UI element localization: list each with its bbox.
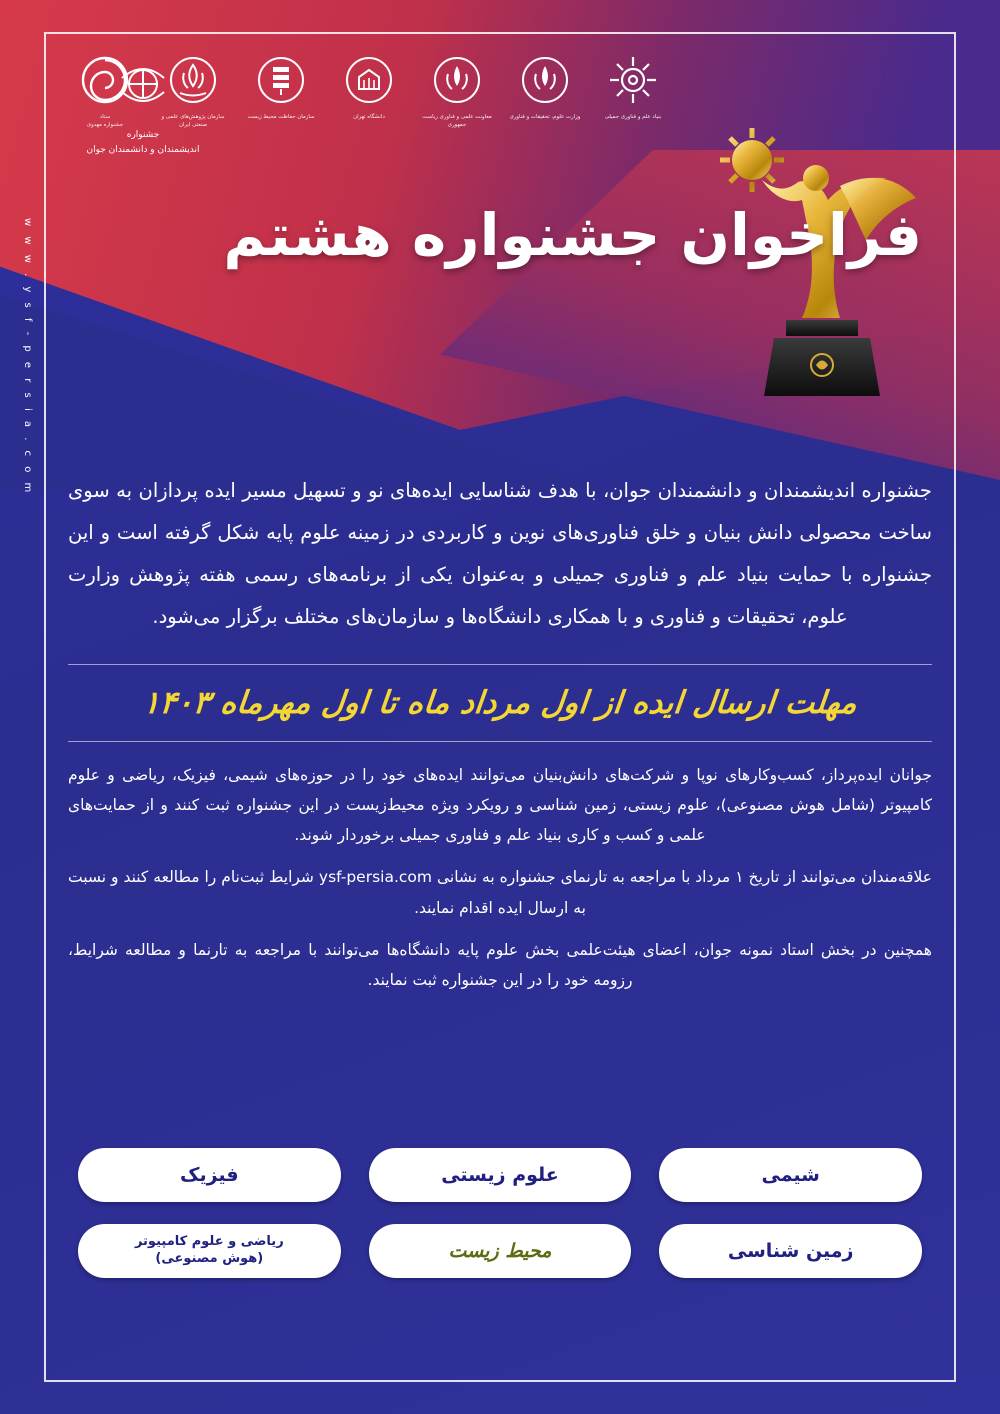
intro-paragraph: جشنواره اندیشمندان و دانشمندان جوان، با هدف شناسایی ایده‌های نو و تسهیل مسیر ایده پردازان به سوی ساخت محصولی دانش بنیان و خلق فناوری‌های نوین و کاربردی در زمینه علوم پایه شکل گرفته است و این جشنواره با حمایت بنیاد علم و فناوری جمیلی و به‌عنوان یکی از برنامه‌های رسمی هفته پژوهش وزارت علوم، تحقیقات و فناوری و با همکاری دانشگاه‌ها و سازمان‌های مختلف برگزار می‌شود. (68, 479, 932, 628)
registration-text-before: علاقه‌مندان می‌توانند از تاریخ ۱ مرداد با مراجعه به تارنمای جشنواره به نشانی (432, 868, 932, 887)
field-button-chemistry[interactable]: شیمی (659, 1148, 922, 1202)
logo-presidency-science (420, 52, 494, 129)
logo-university-of-tehran (332, 52, 406, 129)
logo-caption: سازمان حفاظت محیط زیست (247, 114, 315, 120)
field-row-1 (78, 1148, 922, 1202)
festival-website-link[interactable]: ysf-persia.com (318, 868, 432, 887)
faculty-paragraph: همچنین در بخش استاد نمونه جوان، اعضای هیئت‌علمی بخش علوم پایه دانشگاه‌ها می‌توانند با مراجعه به تارنما و مطالعه شرایط، رزومه خود را در این جشنواره ثبت نمایند. (68, 940, 932, 989)
logo-ministry-science (508, 52, 582, 129)
environment-shield-icon (253, 52, 309, 108)
field-button-physics[interactable]: فیزیک (78, 1148, 341, 1202)
field-button-math-computer-science[interactable]: ریاضی و علوم کامپیوتر (هوش مصنوعی) (78, 1224, 341, 1278)
festival-logo-icon (58, 58, 228, 122)
logo-caption: دانشگاه تهران (353, 114, 385, 120)
festival-brand-line2: اندیشمندان و دانشمندان جوان (86, 145, 200, 156)
presidency-emblem-icon (429, 52, 485, 108)
festival-brand (58, 58, 228, 159)
logo-caption: ستاد جشنواره مهدوی (86, 114, 124, 129)
divider-bottom (68, 741, 932, 742)
website-url-vertical: w w w . y s f - p e r s i a . c o m (22, 218, 33, 496)
field-button-environment[interactable]: محیط زیست (369, 1224, 632, 1278)
logo-caption: بنیاد علم و فناوری جمیلی (604, 114, 662, 120)
logo-environment-protection (244, 52, 318, 129)
main-content (68, 470, 932, 1007)
registration-text-after: شرایط ثبت‌نام را مطالعه کنند و نسبت به ارسال ایده اقدام نمایند. (68, 868, 586, 917)
page-title: فراخوان جشنواره هشتم (223, 201, 922, 269)
logo-caption: سازمان پژوهش‌های علمی و صنعتی ایران (161, 114, 225, 129)
logo-caption: معاونت علمی و فناوری ریاست جمهوری (422, 114, 492, 129)
trophy-illustration (690, 120, 930, 430)
logo-caption: وزارت علوم، تحقیقات و فناوری (509, 114, 581, 120)
fields-paragraph: جوانان ایده‌پرداز، کسب‌وکارهای نوپا و شرکت‌های دانش‌بنیان می‌توانند ایده‌های خود را در حوزه‌های شیمی، فیزیک، ریاضی و علوم کامپیوتر (شامل هوش مصنوعی)، علوم زیستی، زمین شناسی و رویکرد ویژه محیط‌زیست در این جشنواره ثبت کنند و از حمایت‌های علمی و کسب و کاری بنیاد علم و فناوری جمیلی برخوردار شوند. (68, 765, 932, 845)
gear-icon (605, 52, 661, 108)
deadline-banner: مهلت ارسال ایده از اول مرداد ماه تا اول مهرماه ۱۴۰۳ (141, 684, 859, 721)
registration-paragraph (68, 862, 932, 922)
ministry-emblem-icon (517, 52, 573, 108)
field-button-geology[interactable]: زمین شناسی (659, 1224, 922, 1278)
divider-top (68, 664, 932, 665)
field-button-biology[interactable]: علوم زیستی (369, 1148, 632, 1202)
logo-gear-innovation (596, 52, 670, 129)
festival-brand-line1: جشنواره (126, 130, 160, 140)
field-buttons (78, 1148, 922, 1278)
field-row-2 (78, 1224, 922, 1278)
university-crest-icon (341, 52, 397, 108)
